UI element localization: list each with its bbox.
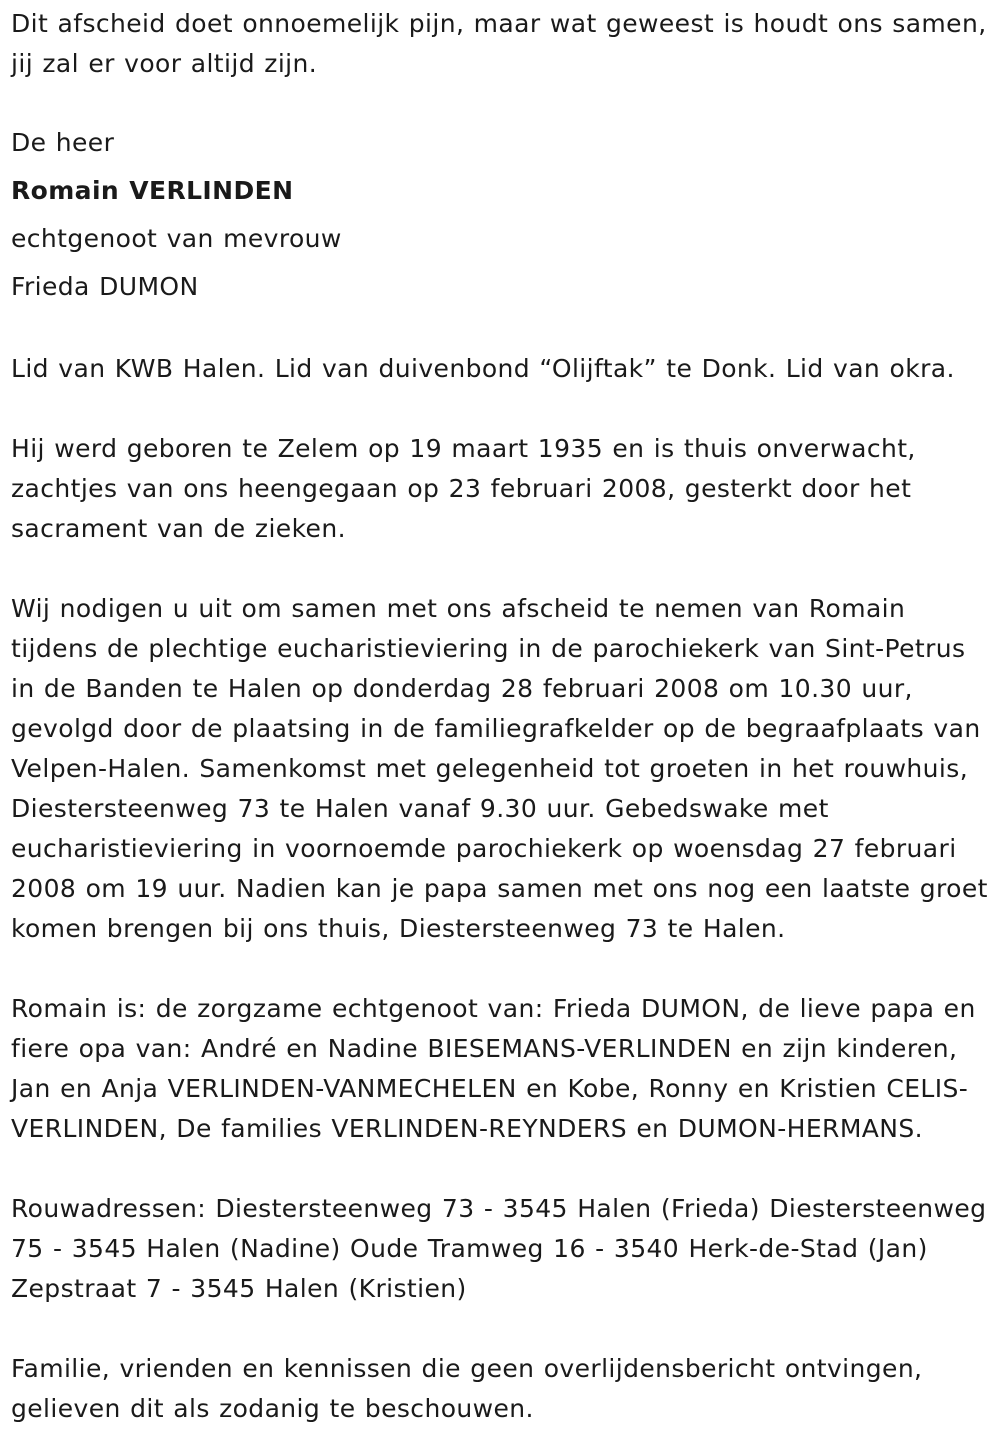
spouse-label: echtgenoot van mevrouw: [11, 224, 342, 253]
deceased-name: Romain VERLINDEN: [11, 176, 294, 205]
opening-text: Dit afscheid doet onnoemelijk pijn, maar wat geweest is houdt ons samen, jij zal er voor altijd zijn.: [11, 9, 987, 78]
invitation-text: Wij nodigen u uit om samen met ons afscheid te nemen van Romain tijdens de plechtige eucharistieviering in de parochiekerk van Sint-Petrus in de Banden te Halen op donderdag 28 februari 2008 om 10.30 uur, gevolgd door de plaatsing in de familiegrafkelder op de begraafplaats van Velpen-Halen. Samenkomst met gelegenheid tot groeten in het rouwhuis, Diestersteenweg 73 te Halen vanaf 9.30 uur. Gebedswake met eucharistieviering in voornoemde parochiekerk op woensdag 27 februari 2008 om 19 uur. Nadien kan je papa samen met ons nog een laatste groet komen brengen bij ons thuis, Diestersteenweg 73 te Halen.: [11, 594, 988, 943]
closing-text: Familie, vrienden en kennissen die geen overlijdensbericht ontvingen, gelieven dit als zodanig te beschouwen.: [11, 1354, 923, 1423]
birth-death-text: Hij werd geboren te Zelem op 19 maart 1935 en is thuis onverwacht, zachtjes van ons heengegaan op 23 februari 2008, gesterkt door het sacrament van de zieken.: [11, 434, 916, 543]
family-text: Romain is: de zorgzame echtgenoot van: Frieda DUMON, de lieve papa en fiere opa van: André en Nadine BIESEMANS-VERLINDEN en zijn kinderen, Jan en Anja VERLINDEN-VANMECHELEN en Kobe, Ronny en Kristien CELIS-VERLINDEN, De families VERLINDEN-REYNDERS en DUMON-HERMANS.: [11, 994, 976, 1143]
memberships-text: Lid van KWB Halen. Lid van duivenbond “Olijftak” te Donk. Lid van okra.: [11, 354, 955, 383]
obituary-document: [11, 4, 993, 1429]
spouse-name: Frieda DUMON: [11, 272, 199, 301]
addresses-text: Rouwadressen: Diestersteenweg 73 - 3545 Halen (Frieda) Diestersteenweg 75 - 3545 Halen (Nadine) Oude Tramweg 16 - 3540 Herk-de-Stad (Jan) Zepstraat 7 - 3545 Halen (Kristien): [11, 1194, 987, 1303]
salutation: De heer: [11, 128, 115, 157]
